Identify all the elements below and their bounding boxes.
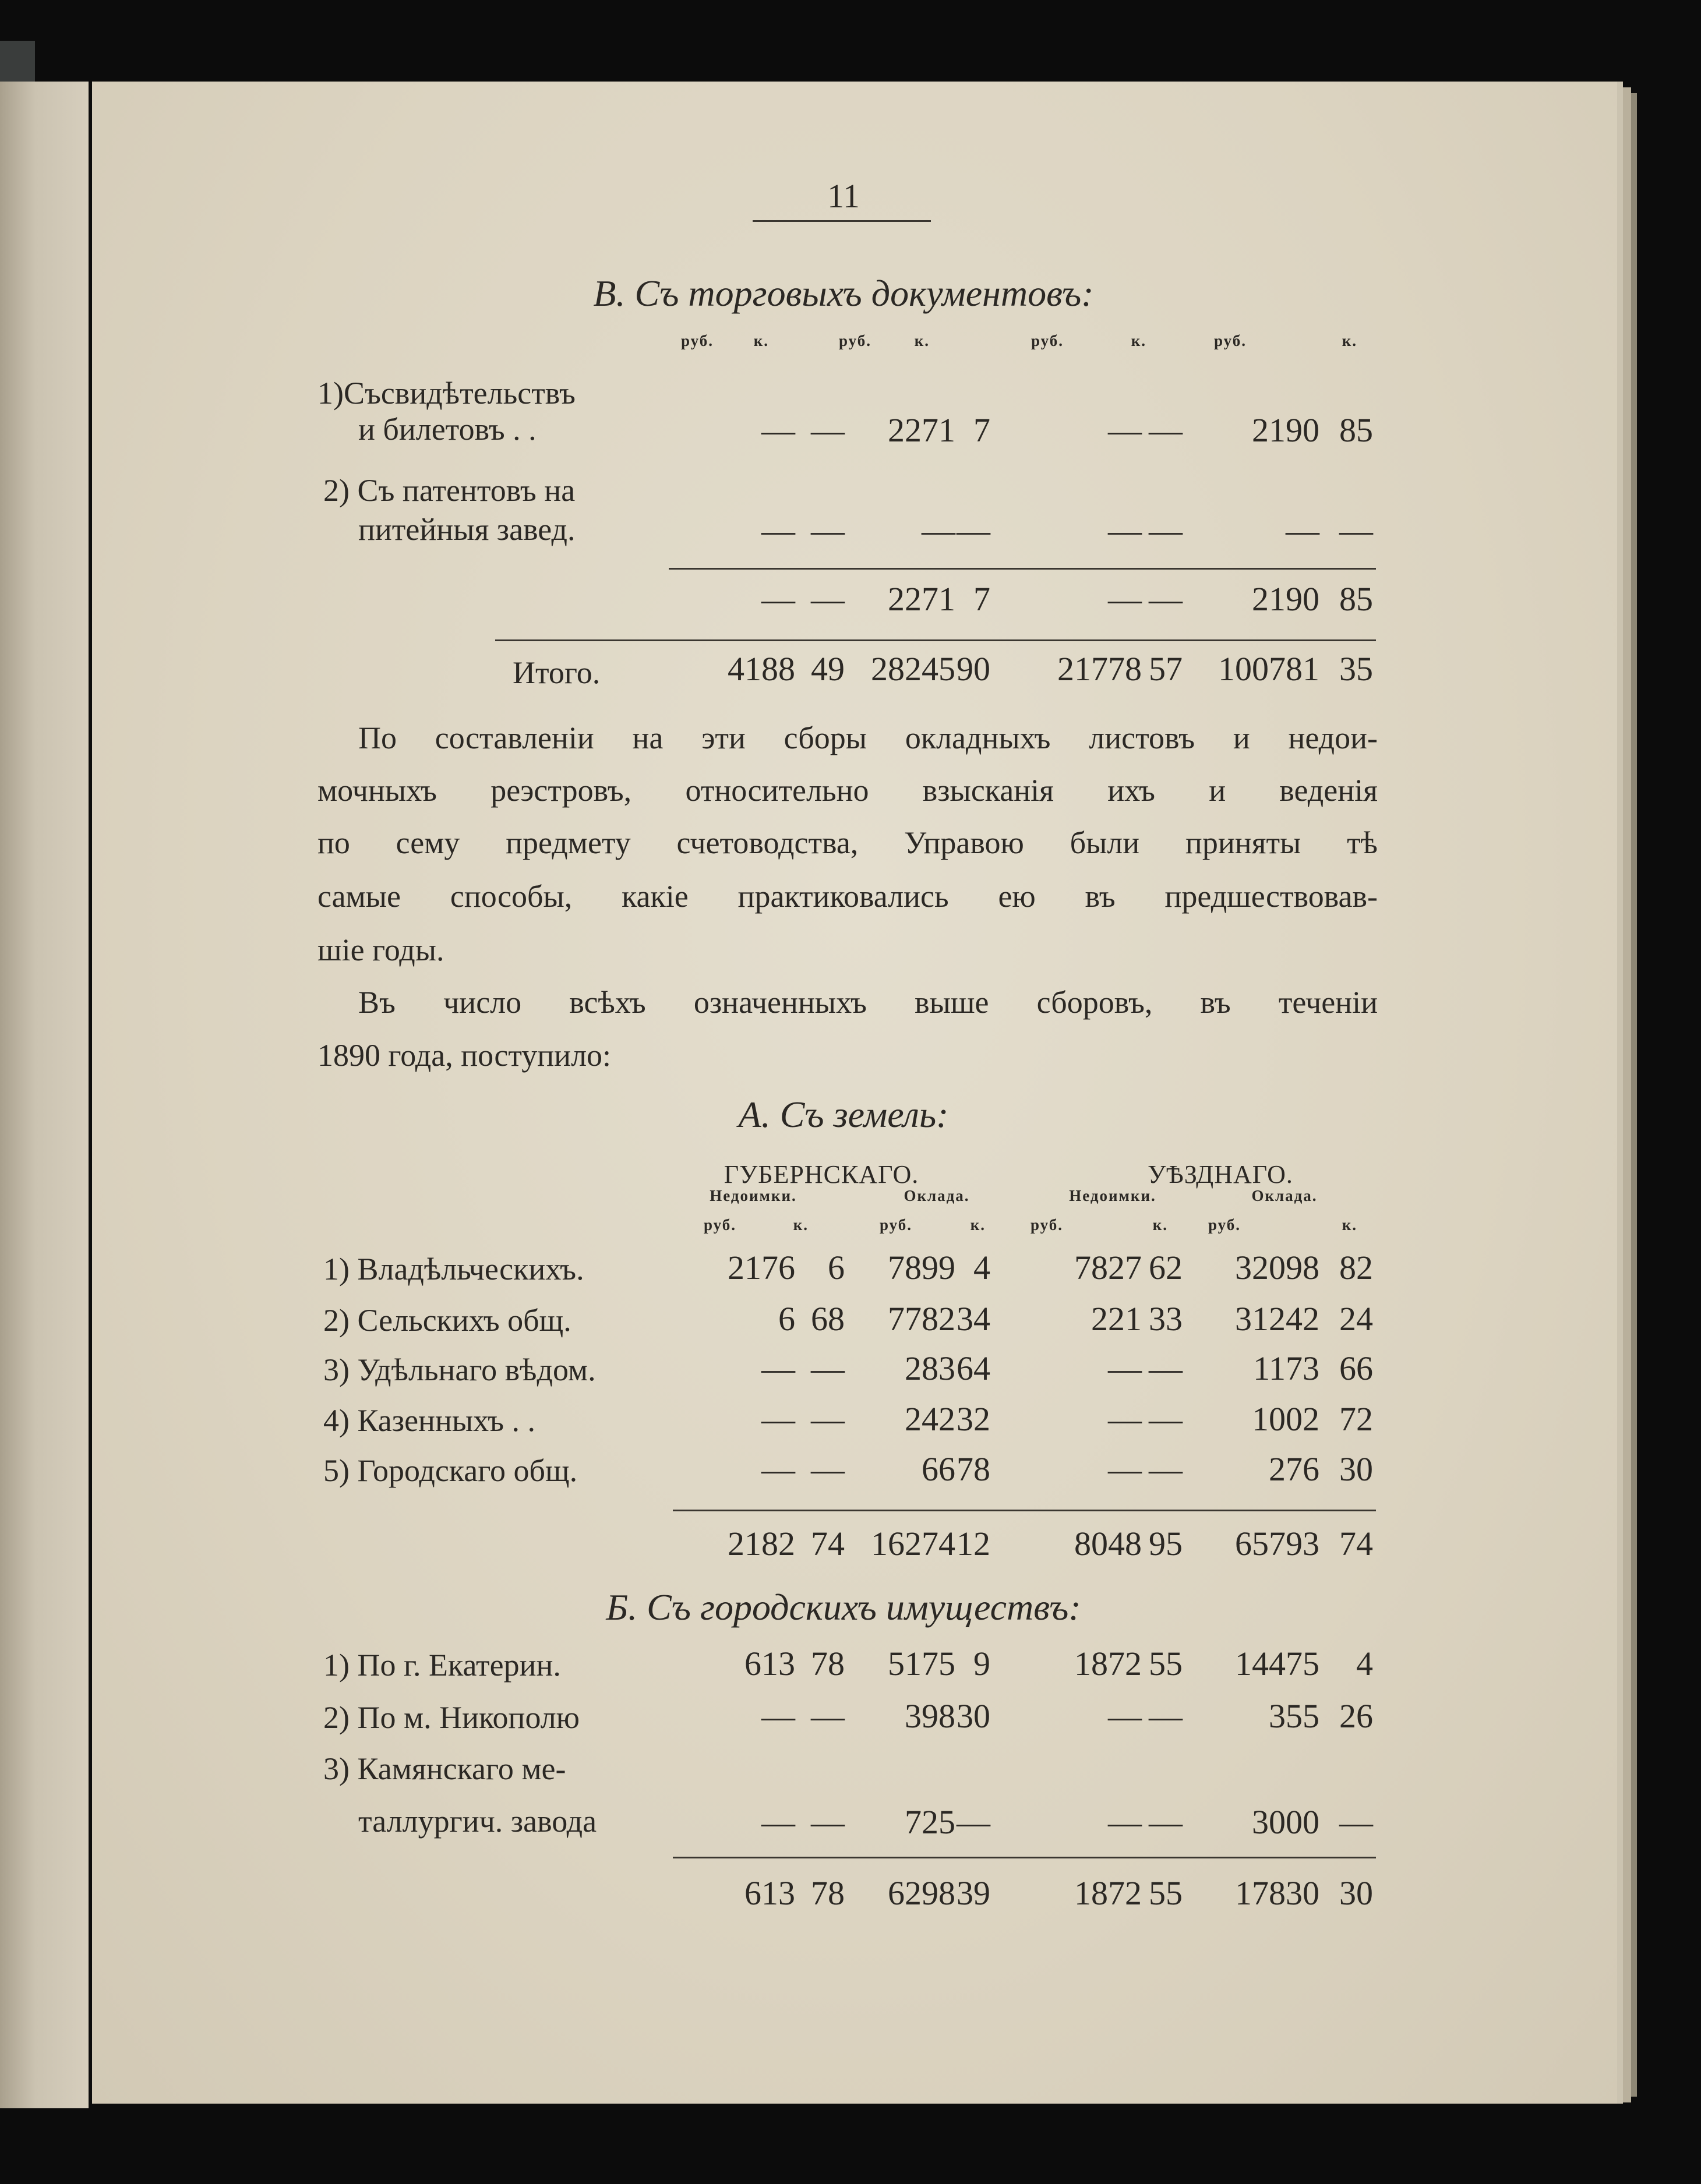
table-cell: — <box>957 511 990 549</box>
table-cell: 78 <box>811 1645 845 1683</box>
table-cell: — <box>1108 1697 1142 1735</box>
table-cell-total: 8048 <box>1074 1525 1142 1563</box>
table-cell: 32098 <box>1235 1249 1319 1287</box>
table-cell-total: 17830 <box>1235 1874 1319 1912</box>
unit-label: руб. <box>1031 332 1064 349</box>
table-cell-subtotal: 7 <box>973 580 990 618</box>
unit-label: руб. <box>1030 1216 1063 1234</box>
table-cell: — <box>761 1349 795 1387</box>
table-cell: 355 <box>1269 1697 1319 1735</box>
column-subheading: Оклада. <box>1251 1187 1318 1204</box>
total-label: Итого. <box>513 655 601 690</box>
table-cell: — <box>922 511 955 549</box>
table-cell-total: 95 <box>1149 1525 1183 1563</box>
section-a-heading: А. Съ земель: <box>738 1094 949 1135</box>
table-cell: — <box>1108 411 1142 449</box>
table-cell: 55 <box>1149 1645 1183 1683</box>
page-stack-edge <box>1623 87 1631 2102</box>
table-cell-subtotal: 2271 <box>888 580 955 618</box>
column-subheading: Недоимки. <box>710 1187 797 1204</box>
table-cell: — <box>1149 1400 1183 1438</box>
table-cell: 2176 <box>728 1249 795 1287</box>
table-cell-total: 39 <box>957 1874 990 1912</box>
section-v-row-label: питейныя завед. <box>358 512 576 547</box>
table-cell: 66 <box>922 1450 955 1488</box>
unit-label: к. <box>753 332 769 349</box>
table-cell-subtotal: — <box>1108 580 1142 618</box>
table-cell: — <box>761 1697 795 1735</box>
table-cell: — <box>811 1349 845 1387</box>
table-cell: — <box>761 1400 795 1438</box>
table-cell-total: 100781 <box>1218 650 1319 688</box>
table-cell-total: 1872 <box>1074 1874 1142 1912</box>
table-cell-total: 57 <box>1149 650 1183 688</box>
section-v-heading: В. Съ торговыхъ документовъ: <box>593 273 1094 314</box>
section-b-row-label: 1) По г. Екатерин. <box>323 1648 561 1683</box>
table-cell: 9 <box>973 1645 990 1683</box>
table-cell-total: 30 <box>1339 1874 1373 1912</box>
unit-label: к. <box>970 1216 986 1234</box>
section-b-row-label: 3) Камянскаго ме- <box>323 1751 566 1786</box>
unit-label: руб. <box>680 332 714 349</box>
section-v-row-label: и билетовъ . . <box>358 412 537 447</box>
table-cell: — <box>1339 511 1373 549</box>
table-cell: 7827 <box>1074 1249 1142 1287</box>
table-cell: 31242 <box>1235 1300 1319 1338</box>
table-cell: — <box>811 1697 845 1735</box>
paragraph-line: шіе годы. <box>317 932 444 967</box>
section-a-row-label: 1) Владѣльческихъ. <box>323 1252 584 1287</box>
paragraph-line: Въ число всѣхъ означенныхъ выше сборовъ, въ теченіи <box>358 985 1378 1020</box>
table-cell-subtotal: — <box>1149 580 1183 618</box>
previous-page-edge <box>0 82 89 2108</box>
section-a-row-label: 2) Сельскихъ общ. <box>323 1303 571 1338</box>
table-cell: 1173 <box>1253 1349 1319 1387</box>
table-cell: — <box>1149 1697 1183 1735</box>
table-cell: 30 <box>1339 1450 1373 1488</box>
table-cell: 398 <box>905 1697 955 1735</box>
section-v-row-label: 2) Съ патентовъ на <box>323 473 576 508</box>
paragraph-line: По составленіи на эти сборы окладныхъ листовъ и недои- <box>358 720 1378 755</box>
table-cell: — <box>811 1803 845 1841</box>
table-cell: 7782 <box>888 1300 955 1338</box>
table-cell-total: 21778 <box>1057 650 1142 688</box>
group-heading-gubernskago: ГУБЕРНСКАГО. <box>724 1160 919 1189</box>
table-cell: — <box>811 511 845 549</box>
unit-label: к. <box>1152 1216 1168 1234</box>
table-cell: 4 <box>1356 1645 1373 1683</box>
table-cell: — <box>1108 1400 1142 1438</box>
group-heading-uezdnago: УѢЗДНАГО. <box>1148 1160 1293 1189</box>
table-cell-total: 2182 <box>728 1525 795 1563</box>
section-a-total-rule <box>673 1510 1376 1511</box>
table-cell: 613 <box>744 1645 795 1683</box>
table-cell: 14475 <box>1235 1645 1319 1683</box>
table-cell: 2271 <box>888 411 955 449</box>
table-cell-total: 78 <box>811 1874 845 1912</box>
unit-label: руб. <box>703 1216 736 1234</box>
table-cell: 4 <box>973 1249 990 1287</box>
table-cell: 24 <box>1339 1300 1373 1338</box>
table-cell: — <box>1108 511 1142 549</box>
table-cell: — <box>1339 1803 1373 1841</box>
table-cell-subtotal: 2190 <box>1252 580 1319 618</box>
table-cell-subtotal: — <box>811 580 845 618</box>
table-cell-total: 12 <box>957 1525 990 1563</box>
table-cell: — <box>1108 1349 1142 1387</box>
table-cell: 7899 <box>888 1249 955 1287</box>
table-cell-total: 90 <box>957 650 990 688</box>
section-v-row-label: 1)Съсвидѣтельствъ <box>317 376 576 411</box>
table-cell: 66 <box>1339 1349 1373 1387</box>
unit-label: руб. <box>838 332 871 349</box>
section-b-row-label: таллургич. завода <box>358 1804 597 1839</box>
section-b-row-label: 2) По м. Никополю <box>323 1700 580 1735</box>
table-cell: — <box>1149 1349 1183 1387</box>
table-cell-total: 65793 <box>1235 1525 1319 1563</box>
table-cell: 725 <box>905 1803 955 1841</box>
table-cell: 276 <box>1269 1450 1319 1488</box>
table-cell-total: 6298 <box>888 1874 955 1912</box>
paragraph-line: мочныхъ реэстровъ, относительно взысканія ихъ и веденія <box>317 773 1378 808</box>
table-cell: — <box>761 411 795 449</box>
unit-label: к. <box>1342 332 1357 349</box>
section-a-row-label: 4) Казенныхъ . . <box>323 1403 535 1438</box>
table-cell-total: 49 <box>811 650 845 688</box>
section-b-heading: Б. Съ городскихъ имуществъ: <box>606 1586 1081 1628</box>
table-cell: 72 <box>1339 1400 1373 1438</box>
table-cell: 85 <box>1339 411 1373 449</box>
table-cell: 3000 <box>1252 1803 1319 1841</box>
table-cell: 33 <box>1149 1300 1183 1338</box>
unit-label: руб. <box>1213 332 1247 349</box>
table-cell-total: 28245 <box>871 650 955 688</box>
table-cell-total: 35 <box>1339 650 1373 688</box>
table-cell: 221 <box>1091 1300 1142 1338</box>
table-cell: 30 <box>957 1697 990 1735</box>
table-cell: 7 <box>973 411 990 449</box>
table-cell: 78 <box>957 1450 990 1488</box>
page-stack-edge-dark <box>1631 93 1637 2097</box>
table-cell: — <box>957 1803 990 1841</box>
table-cell: — <box>1108 1450 1142 1488</box>
unit-label: к. <box>793 1216 809 1234</box>
table-cell-total: 16274 <box>871 1525 955 1563</box>
section-v-total-rule <box>495 639 1376 641</box>
table-cell: 34 <box>957 1300 990 1338</box>
table-cell: 6 <box>778 1300 795 1338</box>
table-cell: 283 <box>905 1349 955 1387</box>
unit-label: к. <box>1131 332 1146 349</box>
table-cell-total: 613 <box>744 1874 795 1912</box>
table-cell: — <box>811 411 845 449</box>
table-cell: 68 <box>811 1300 845 1338</box>
table-cell-subtotal: — <box>761 580 795 618</box>
table-cell: 1002 <box>1252 1400 1319 1438</box>
table-cell: 5175 <box>888 1645 955 1683</box>
table-cell: 1872 <box>1074 1645 1142 1683</box>
page-number: 11 <box>827 177 860 215</box>
table-cell: — <box>1149 411 1183 449</box>
table-cell-total: 4188 <box>728 650 795 688</box>
table-cell: — <box>1149 1803 1183 1841</box>
table-cell: — <box>811 1400 845 1438</box>
section-b-total-rule <box>673 1857 1376 1858</box>
table-cell: — <box>761 511 795 549</box>
book-page <box>92 82 1623 2104</box>
table-cell: — <box>1286 511 1319 549</box>
paragraph-line: по сему предмету счетоводства, Управою были приняты тѣ <box>317 825 1378 860</box>
section-a-row-label: 5) Городскаго общ. <box>323 1453 578 1488</box>
unit-label: руб. <box>1208 1216 1241 1234</box>
table-cell: — <box>1149 1450 1183 1488</box>
table-cell: 26 <box>1339 1697 1373 1735</box>
table-cell-subtotal: 85 <box>1339 580 1373 618</box>
unit-label: руб. <box>879 1216 912 1234</box>
table-cell: — <box>761 1803 795 1841</box>
table-cell-total: 74 <box>1339 1525 1373 1563</box>
table-cell: 6 <box>828 1249 845 1287</box>
table-cell: — <box>761 1450 795 1488</box>
unit-label: к. <box>1342 1216 1357 1234</box>
paragraph-line: самые способы, какіе практиковались ею въ предшествовав- <box>317 879 1378 914</box>
table-cell: 32 <box>957 1400 990 1438</box>
table-cell: — <box>1149 511 1183 549</box>
table-cell-total: 55 <box>1149 1874 1183 1912</box>
column-subheading: Оклада. <box>904 1187 970 1204</box>
paragraph-line: 1890 года, поступило: <box>317 1038 612 1073</box>
table-cell: 62 <box>1149 1249 1183 1287</box>
section-a-row-label: 3) Удѣльнаго вѣдом. <box>323 1352 596 1387</box>
table-cell: 64 <box>957 1349 990 1387</box>
table-cell: 82 <box>1339 1249 1373 1287</box>
table-cell: 2190 <box>1252 411 1319 449</box>
column-subheading: Недоимки. <box>1069 1187 1156 1204</box>
section-v-subtotal-rule <box>669 568 1376 570</box>
unit-label: к. <box>914 332 930 349</box>
table-cell: — <box>1108 1803 1142 1841</box>
table-cell-total: 74 <box>811 1525 845 1563</box>
table-cell: — <box>811 1450 845 1488</box>
page-number-rule <box>753 220 931 222</box>
table-cell: 242 <box>905 1400 955 1438</box>
